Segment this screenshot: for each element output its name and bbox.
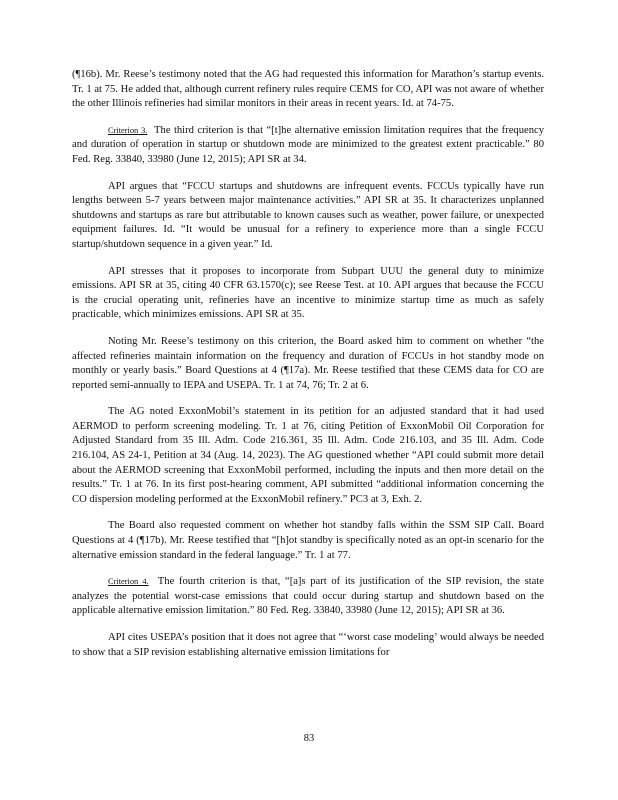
paragraph-4: API stresses that it proposes to incorporate from Subpart UUU the general duty to minimize emissions. API SR at 35, citing 40 CFR 63.1570(c); see Reese Test. at 10. API argues that because the FCCU is the crucial operating unit, refineries have an incentive to minimize startup time as much as safely practicable, which minimizes emissions. API SR at 35. [72,265,544,321]
paragraph-6: The AG noted ExxonMobil’s statement in its petition for an adjusted standard that it had used AERMOD to perform screening modeling. Tr. 1 at 76, citing Petition of ExxonMobil Oil Corporation for Adjusted Standard from 35 Ill. Adm. Code 216.361, 35 Ill. Adm. Code 216.103, and 35 Ill. Adm. Code 216.104, AS 24-1, Petition at 34 (Aug. 14, 2023). The AG questioned whether “API could submit more detail about the AERMOD screening that ExxonMobil performed, including the inputs and then more detail on the results.” Tr. 1 at 76. In its first post-hearing comment, API submitted “additional information concerning the CO dispersion modeling performed at the ExxonMobil refinery.” PC3 at 3, Exh. 2. [72,406,544,505]
paragraph-8 [72,575,544,619]
paragraph-3: API argues that “FCCU startups and shutdowns are infrequent events. FCCUs typically have run lengths between 5-7 years between major maintenance activities.” API SR at 35. It characterizes unplanned shutdowns and startups as rare but attributable to known causes such as weather, power failure, or unexpected equipment failures. Id. “It would be unusual for a refinery to experience more than a single FCCU startup/shutdown sequence in a given year.” Id. [72,180,544,250]
document-page [72,68,544,672]
paragraph-9: API cites USEPA’s position that it does not agree that “‘worst case modeling’ would always be needed to show that a SIP revision establishing alternative emission limitations for [72,632,544,658]
criterion-4-heading: Criterion 4. [108,577,149,587]
paragraph-5: Noting Mr. Reese’s testimony on this criterion, the Board asked him to comment on whether “the affected refineries maintain information on the frequency and duration of FCCUs in hot standby mode on monthly or yearly basis.” Board Questions at 4 (¶17a). Mr. Reese testified that these CEMS data for CO are reported semi-annually to IEPA and USEPA. Tr. 1 at 74, 76; Tr. 2 at 6. [72,335,544,391]
criterion-3-heading: Criterion 3. [108,125,148,135]
paragraph-1: (¶16b). Mr. Reese’s testimony noted that the AG had requested this information for Marathon’s startup events. Tr. 1 at 75. He added that, although current refinery rules require CEMS for CO, API was not aware of whether the other Illinois refineries had similar monitors in their areas in recent years. Id. at 74-75. [72,69,544,110]
paragraph-8-text: The fourth criterion is that, “[a]s part of its justification of the SIP revision, the state analyzes the potential worst-case emissions that could occur during startup and shutdown based on the applicable alternative emission limitation.” 80 Fed. Reg. 33840, 33980 (June 12, 2015); API SR at 36. [72,576,544,617]
paragraph-2-text: The third criterion is that “[t]he alternative emission limitation requires that the frequency and duration of operation in startup or shutdown mode are minimized to the greatest extent practicable.” 80 Fed. Reg. 33840, 33980 (June 12, 2015); API SR at 34. [72,124,544,165]
page-number: 83 [303,733,315,744]
paragraph-2 [72,124,544,168]
paragraph-7: The Board also requested comment on whether hot standby falls within the SSM SIP Call. Board Questions at 4 (¶17b). Mr. Reese testified that “[h]ot standby is specifically noted as an opt-in scenario for the alternative emission standard in the federal language.” Tr. 1 at 77. [72,520,544,561]
